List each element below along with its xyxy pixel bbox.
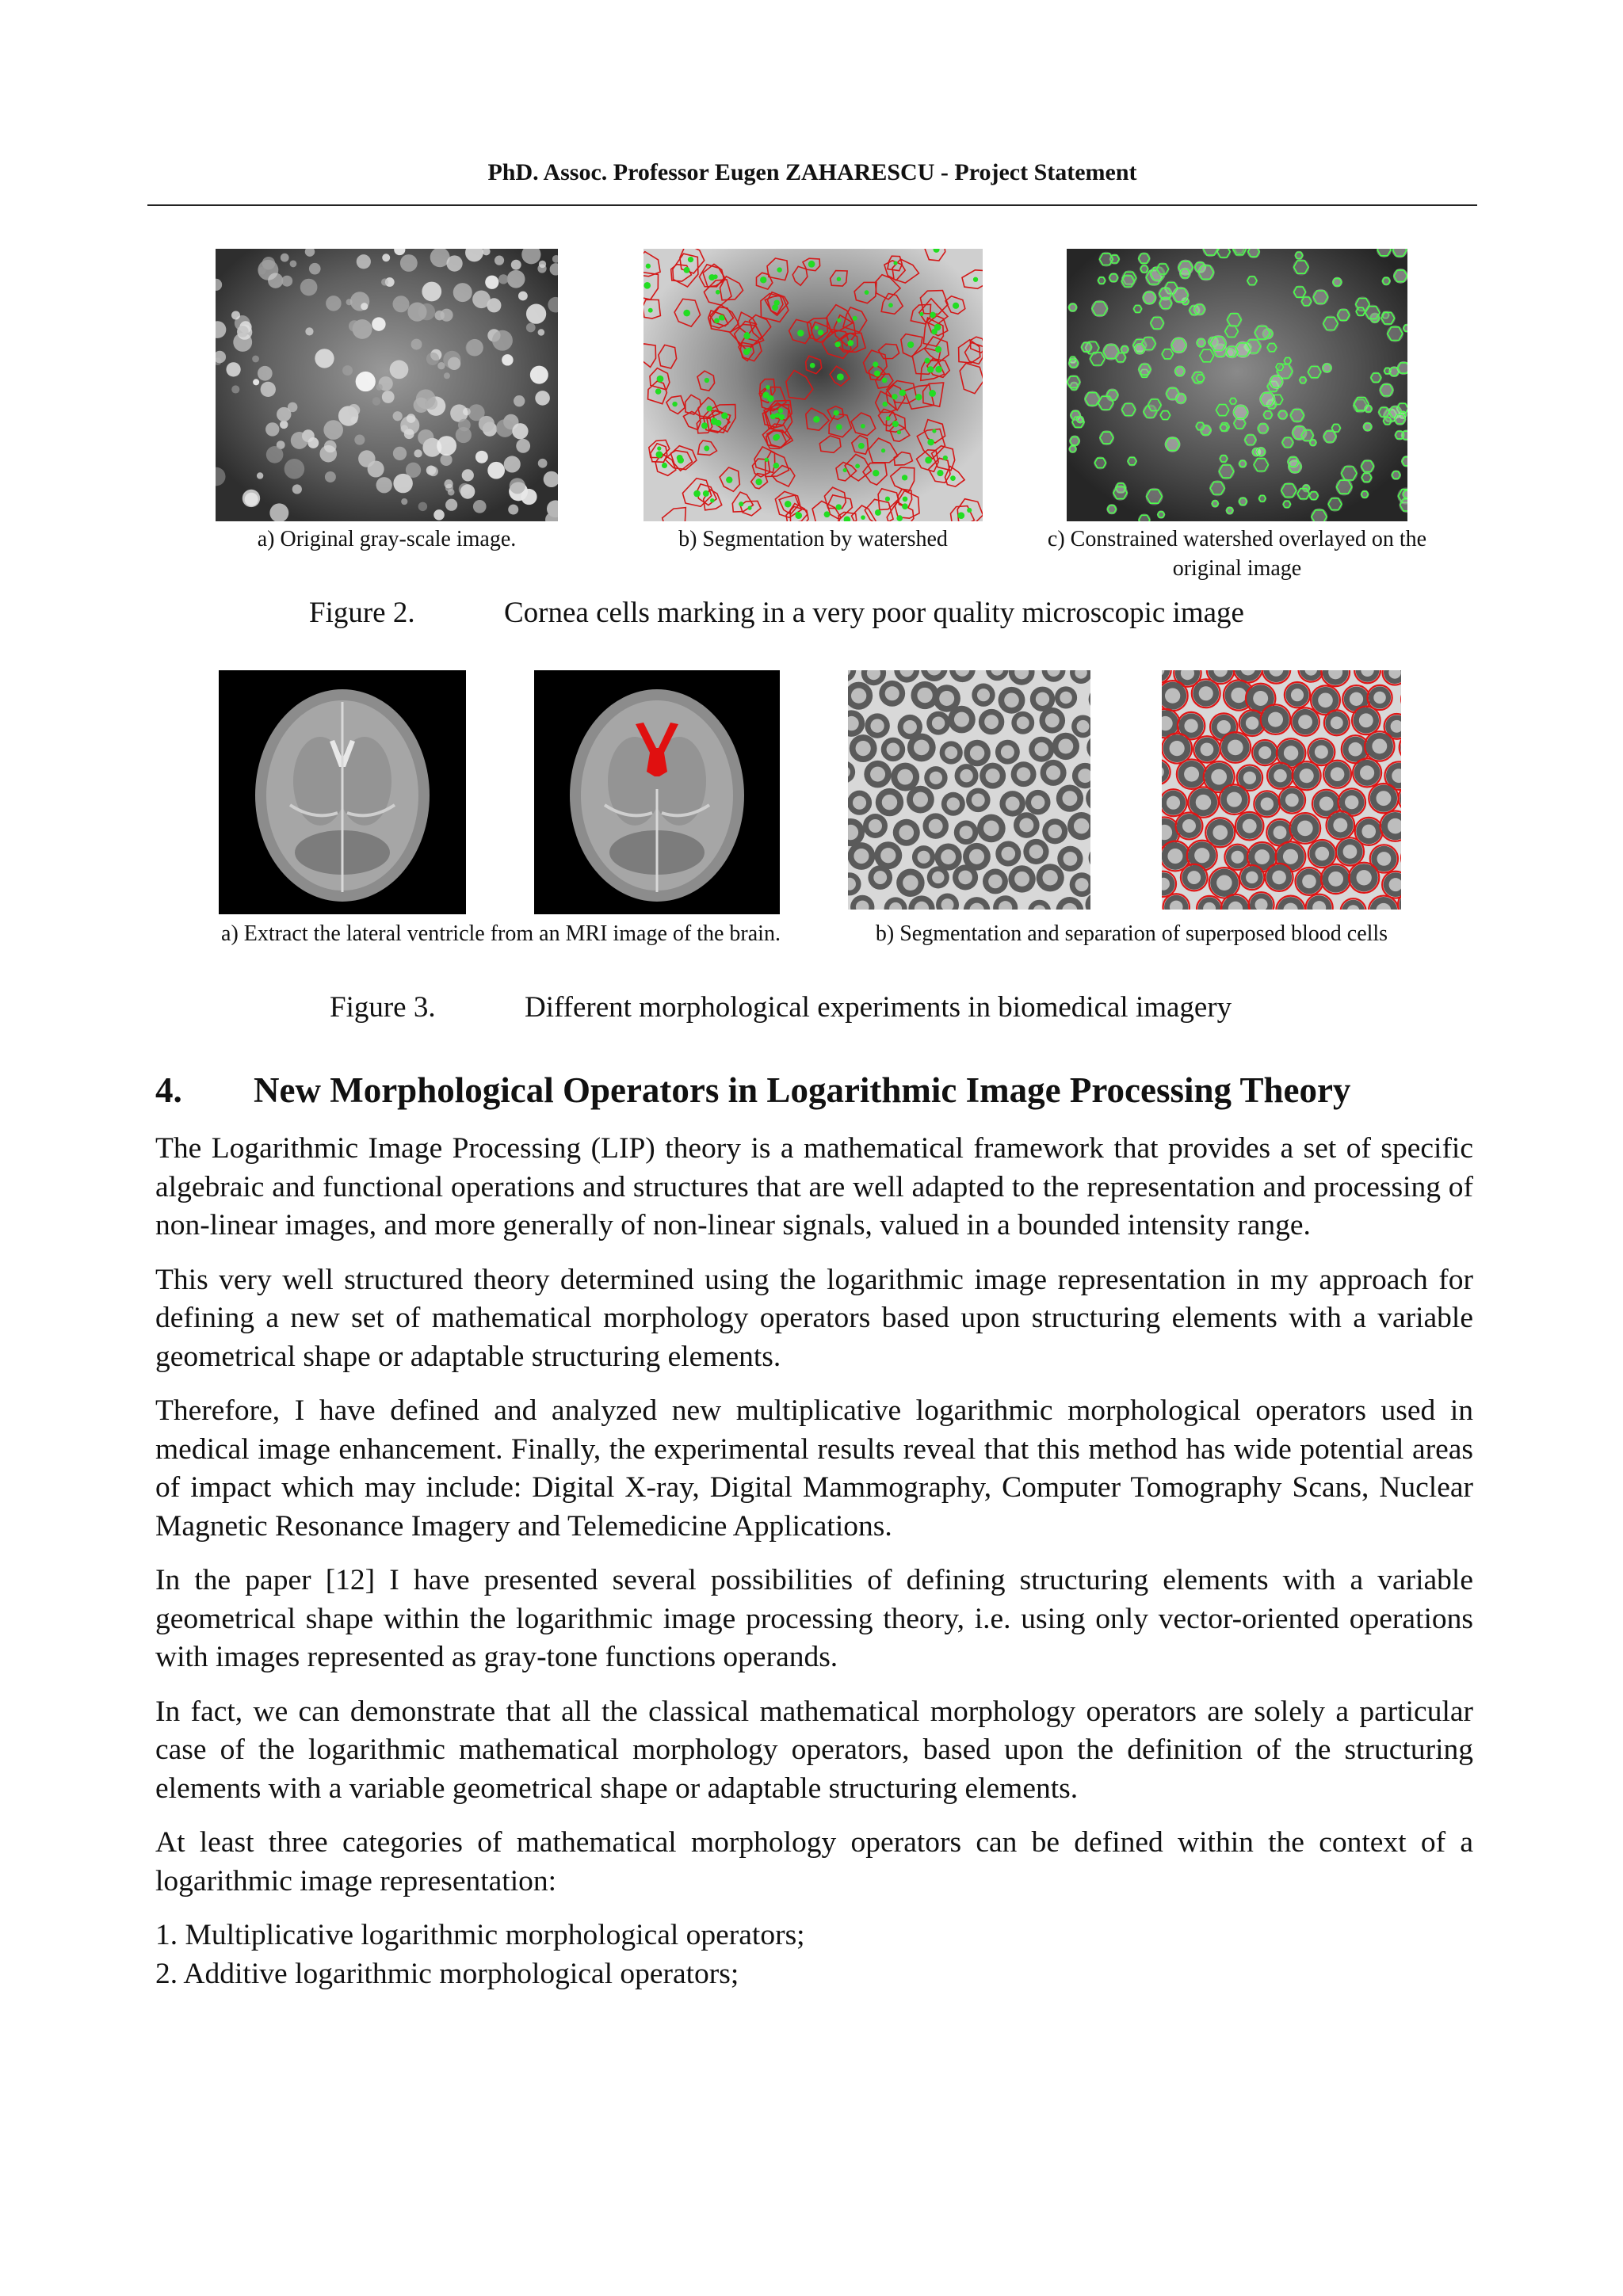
figure3-number: Figure 3.	[330, 991, 436, 1024]
figure2-number: Figure 2.	[309, 597, 415, 629]
figure3-image-mri-original	[219, 670, 466, 914]
page-header: PhD. Assoc. Professor Eugen ZAHARESCU - Project Statement	[487, 159, 1137, 185]
figure3-title	[330, 990, 1439, 1027]
paragraph: At least three categories of mathematical morphology operators can be defined within the context of a logarithmic image representation:	[155, 1826, 1473, 1897]
figure3-image-blood-cells-segmented	[1162, 670, 1401, 910]
list-item: 2. Additive logarithmic morphological operators;	[155, 1957, 739, 1990]
figure2-caption-b: b) Segmentation by watershed	[678, 527, 948, 551]
figure3-text: Different morphological experiments in biomedical imagery	[525, 991, 1232, 1024]
header-rule	[147, 204, 1477, 206]
figure3-image-blood-cells	[848, 670, 1090, 910]
figure2-caption-a: a) Original gray-scale image.	[257, 527, 517, 551]
paragraph: In the paper [12] I have presented several possibilities of defining structuring elements with a variable geometrical shape within the logarithmic image processing theory, i.e. using only vector-oriented operations with images represented as gray-tone functions operands.	[155, 1564, 1473, 1673]
figure3-caption-b: b) Segmentation and separation of superposed blood cells	[875, 921, 1388, 946]
figure2-title	[309, 596, 1419, 632]
figure2-image-original	[216, 249, 558, 521]
paragraph: This very well structured theory determined using the logarithmic image representation in my approach for defining a new set of mathematical morphology operators based upon structuring elements with a variable geometrical shape or adaptable structuring elements.	[155, 1263, 1473, 1373]
paragraph: In fact, we can demonstrate that all the classical mathematical morphology operators are solely a particular case of the logarithmic mathematical morphology operators, based upon the definition of the structuring elements with a variable geometrical shape or adaptable structuring elements.	[155, 1695, 1473, 1805]
figure2-text: Cornea cells marking in a very poor quality microscopic image	[504, 597, 1244, 629]
figure2-image-constrained-watershed	[1067, 249, 1407, 521]
figure3-caption-a: a) Extract the lateral ventricle from an MRI image of the brain.	[221, 921, 781, 946]
section-number: 4.	[155, 1070, 182, 1110]
paragraph: Therefore, I have defined and analyzed new multiplicative logarithmic morphological operators used in medical image enhancement. Finally, the experimental results reveal that this method has wide potential areas of impact which may include: Digital X-ray, Digital Mammography, Computer Tomography Scans, Nuclear Magnetic Resonance Imagery and Telemedicine Applications.	[155, 1394, 1473, 1543]
figure3-image-mri-ventricle	[534, 670, 780, 914]
figure2-caption-c: c) Constrained watershed overlayed on the original image	[1047, 527, 1427, 581]
figure2-image-watershed	[643, 249, 983, 521]
section-title: New Morphological Operators in Logarithmic Image Processing Theory	[254, 1070, 1351, 1110]
paragraph: The Logarithmic Image Processing (LIP) theory is a mathematical framework that provides a set of specific algebraic and functional operations and structures that are well adapted to the representation and processing of non-linear images, and more generally of non-linear signals, valued in a bounded intensity range.	[155, 1132, 1473, 1241]
list-item: 1. Multiplicative logarithmic morphological operators;	[155, 1919, 805, 1951]
section-body	[155, 1130, 1473, 1993]
